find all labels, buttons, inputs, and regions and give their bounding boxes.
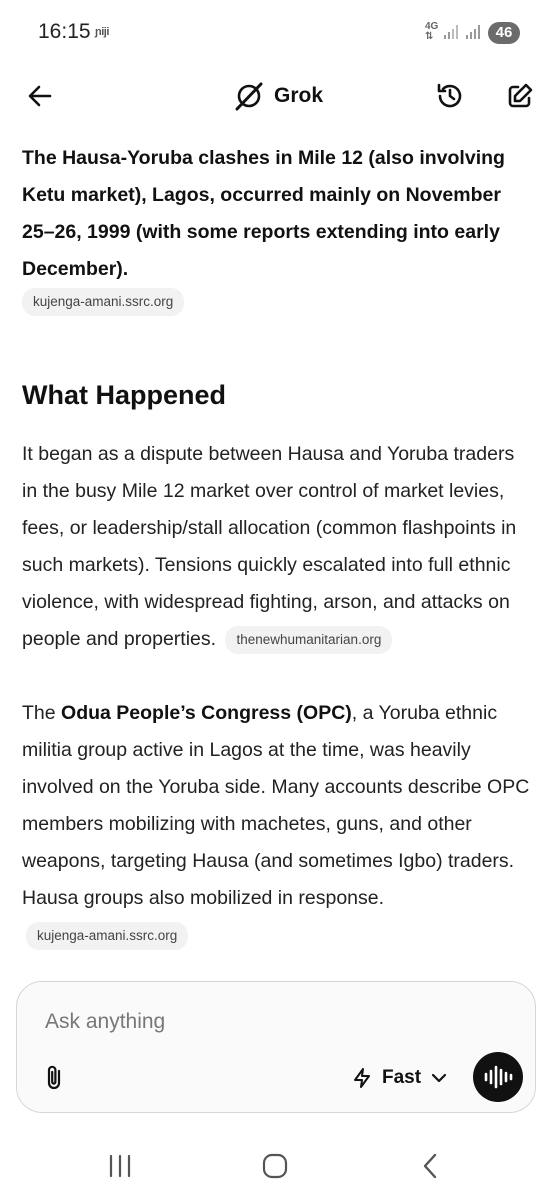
paragraph-what-happened: [22, 436, 534, 658]
arrow-left-icon: [26, 82, 54, 110]
intro-text: The Hausa-Yoruba clashes in Mile 12 (also involving Ketu market), Lagos, occurred mainly on November 25–26, 1999 (with some reports extending into early December).: [22, 147, 505, 280]
home-button[interactable]: [255, 1148, 295, 1184]
mode-label: Fast: [382, 1067, 422, 1088]
paperclip-icon: [39, 1062, 71, 1094]
grok-logo-icon: [234, 81, 264, 111]
back-button[interactable]: [16, 72, 64, 120]
app-title: [234, 78, 323, 114]
source-chip[interactable]: kujenga-amani.ssrc.org: [22, 288, 184, 316]
history-icon: [434, 80, 466, 112]
chat-response: [22, 140, 534, 943]
message-composer[interactable]: [16, 981, 536, 1113]
voice-waveform-icon: [482, 1063, 514, 1091]
paragraph-text: It began as a dispute between Hausa and Yoruba traders in the busy Mile 12 market over control of market levies, fees, or leadership/stall allocation (common flashpoints in such markets). Tensions quickly escalated into full ethnic violence, with widespread fighting, arson, and attacks on people and properties.: [22, 443, 517, 650]
recent-apps-icon: [107, 1154, 133, 1178]
paragraph-text-bold: Odua People’s Congress (OPC): [61, 702, 352, 724]
attach-button[interactable]: [39, 1062, 71, 1094]
voice-mode-button[interactable]: [473, 1052, 523, 1102]
network-type: [425, 22, 438, 42]
lightning-icon: [351, 1067, 373, 1089]
chevron-down-icon: [430, 1069, 448, 1087]
back-chevron-icon: [420, 1152, 440, 1180]
status-bar: [0, 0, 554, 60]
home-icon: [261, 1152, 289, 1180]
recent-apps-button[interactable]: [100, 1148, 140, 1184]
source-chip[interactable]: thenewhumanitarian.org: [225, 626, 392, 654]
source-chip[interactable]: kujenga-amani.ssrc.org: [26, 922, 188, 950]
paragraph-text-rest: , a Yoruba ethnic militia group active in Lagos at the time, was heavily involved on the Yoruba side. Many accounts describe OPC members mobilizing with machetes, guns, and other weapons, targeting Hausa (and sometimes Igbo) traders. Hausa groups also mobilized in response.: [22, 702, 530, 909]
status-carrier-glyphs: ɲiji: [95, 26, 109, 38]
system-nav-bar: [0, 1130, 554, 1200]
paragraph-text-start: The: [22, 702, 62, 724]
system-back-button[interactable]: [410, 1148, 450, 1184]
app-header: [0, 60, 554, 132]
data-arrows-icon: ⇅: [425, 31, 434, 42]
new-chat-button[interactable]: [496, 72, 544, 120]
network-label: 4G: [425, 21, 439, 32]
section-heading: What Happened: [22, 380, 227, 410]
paragraph-opc: [22, 695, 534, 954]
history-button[interactable]: [426, 72, 474, 120]
mode-selector[interactable]: [351, 1062, 448, 1094]
battery-indicator: 46: [488, 22, 520, 44]
signal-icon-2: [465, 22, 483, 40]
app-title-text: Grok: [274, 84, 324, 107]
message-input[interactable]: Ask anything: [45, 1010, 166, 1033]
status-time: 16:15: [38, 20, 91, 43]
edit-icon: [505, 81, 535, 111]
signal-icon: [443, 22, 461, 40]
